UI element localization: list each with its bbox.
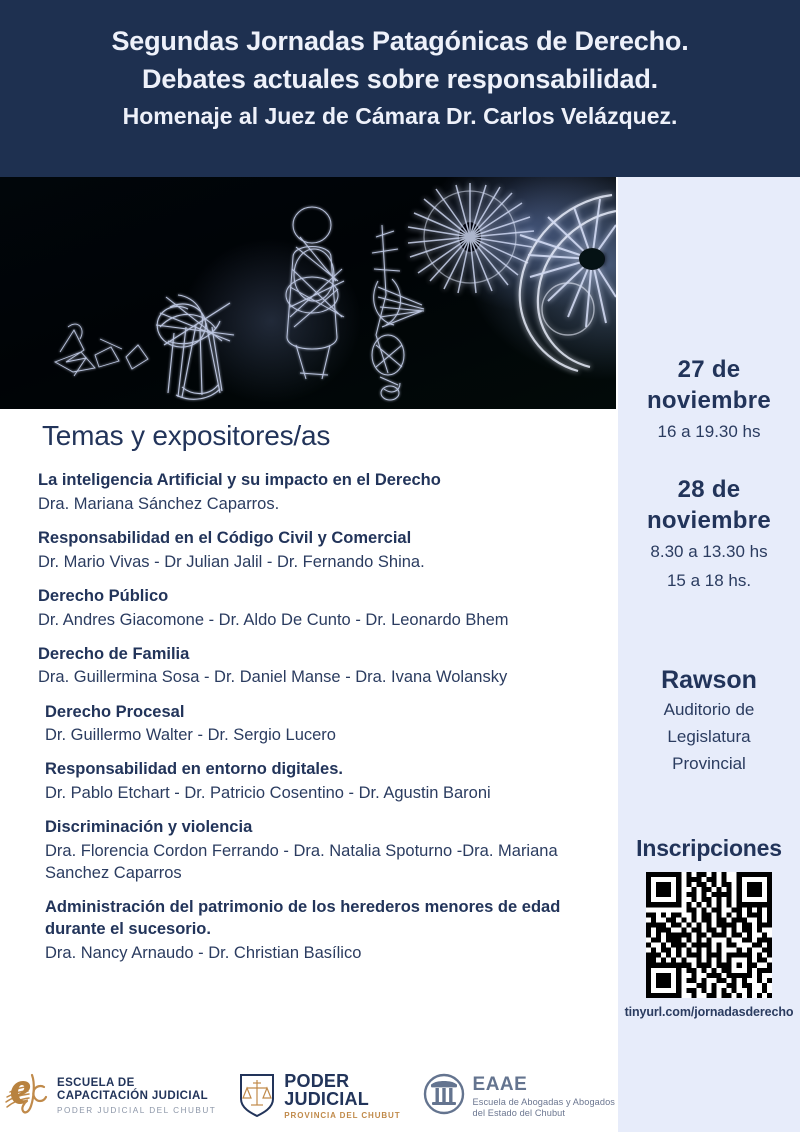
date-2-day: 28 de: [677, 475, 741, 503]
hero-light-sculptures-graphic: [0, 177, 616, 409]
topic-title: Administración del patrimonio de los herederos menores de edad durante el sucesorio.: [45, 898, 561, 938]
pj-logo-text: [284, 1072, 400, 1120]
topic-speakers: Dr. Mario Vivas - Dr Julian Jalil - Dr. Fernando Shina.: [38, 552, 425, 571]
eaae-line-1: EAAE: [472, 1074, 528, 1096]
topic-item: [38, 586, 608, 631]
ecj-logo-text: [57, 1077, 216, 1114]
eaae-line-2: Escuela de Abogadas y Abogados: [472, 1097, 615, 1108]
topic-title: Responsabilidad en entorno digitales.: [45, 760, 343, 779]
place-block: [618, 665, 800, 776]
date-entry-1: [618, 355, 800, 445]
footer-logos: [0, 1060, 618, 1132]
logo-poder-judicial: [238, 1071, 400, 1122]
topic-item: [38, 759, 608, 804]
topic-title: Derecho de Familia: [38, 644, 190, 663]
logo-escuela-capacitacion-judicial: [3, 1073, 216, 1120]
topic-item: [38, 897, 608, 964]
topic-item: [38, 702, 608, 747]
dates-block: [618, 355, 800, 593]
qr-code-icon: [646, 872, 772, 998]
topic-item: [38, 470, 608, 515]
topic-title: La inteligencia Artificial y su impacto en el Derecho: [38, 471, 441, 489]
date-2-time-1: 8.30 a 13.30 hs: [650, 542, 768, 562]
date-entry-2: [618, 475, 800, 593]
date-2-month: noviembre: [646, 506, 772, 534]
topic-item: [38, 528, 608, 573]
pj-line-1: PODER: [284, 1071, 350, 1092]
date-1-day: 27 de: [677, 356, 741, 383]
topic-title: Discriminación y violencia: [45, 818, 253, 837]
topic-speakers: Dr. Andres Giacomone - Dr. Aldo De Cunto - Dr. Leonardo Bhem: [38, 610, 509, 629]
ecj-line-2: CAPACITACIÓN JUDICIAL: [57, 1090, 209, 1103]
place-venue-line-3: Provincial: [672, 753, 746, 773]
topic-speakers: Dra. Florencia Cordon Ferrando - Dra. Natalia Spoturno -Dra. Mariana Sanchez Caparros: [45, 842, 558, 883]
topic-speakers: Dra. Mariana Sánchez Caparros.: [38, 494, 280, 513]
ecj-line-1: ESCUELA DE: [57, 1077, 135, 1090]
date-1-time-1: 16 a 19.30 hs: [657, 422, 761, 442]
main-content: [0, 409, 618, 977]
logo-eaae: [423, 1073, 615, 1120]
header-subtitle-homage: Homenaje al Juez de Cámara Dr. Carlos Velázquez.: [122, 102, 678, 129]
place-venue-line-2: Legislatura: [667, 726, 751, 746]
dates-spacer: [618, 445, 800, 475]
topic-speakers: Dra. Guillermina Sosa - Dr. Daniel Manse - Dra. Ivana Wolansky: [38, 668, 508, 687]
ecj-line-3: PODER JUDICIAL DEL CHUBUT: [57, 1105, 217, 1115]
pj-line-3: PROVINCIA DEL CHUBUT: [284, 1110, 401, 1120]
poster-header: [0, 0, 800, 177]
hero-image: [0, 177, 616, 409]
header-title-line-2: Debates actuales sobre responsabilidad.: [142, 64, 658, 95]
eaae-logo-text: [473, 1074, 615, 1118]
registration-url[interactable]: tinyurl.com/jornadasderecho: [624, 1005, 794, 1019]
topic-speakers: Dr. Guillermo Walter - Dr. Sergio Lucero: [45, 726, 336, 745]
place-venue-line-1: Auditorio de: [663, 700, 755, 720]
eaae-line-3: del Estado del Chubut: [472, 1107, 566, 1118]
topic-item: [38, 644, 608, 689]
topic-speakers: Dr. Pablo Etchart - Dr. Patricio Cosentino - Dr. Agustin Baroni: [45, 784, 491, 803]
date-1-month: noviembre: [646, 386, 772, 414]
header-title-line-1: Segundas Jornadas Patagónicas de Derecho.: [111, 26, 689, 56]
topic-item: [38, 817, 608, 884]
topic-title: Responsabilidad en el Código Civil y Comercial: [38, 528, 412, 547]
registration-block: [610, 835, 800, 1019]
page-title: Temas y expositores/as: [42, 420, 331, 451]
shield-scales-icon: [238, 1071, 276, 1122]
qr-code[interactable]: [646, 872, 772, 998]
pj-line-2: JUDICIAL: [284, 1089, 369, 1110]
topic-title: Derecho Público: [38, 586, 169, 605]
topic-speakers: Dra. Nancy Arnaudo - Dr. Christian Basílico: [45, 943, 362, 962]
column-circle-icon: [423, 1073, 465, 1120]
registration-title: Inscripciones: [636, 835, 782, 861]
ecj-monogram-icon: [3, 1073, 49, 1120]
topic-title: Derecho Procesal: [45, 702, 185, 721]
date-2-time-2: 15 a 18 hs.: [666, 570, 752, 590]
place-city: Rawson: [661, 666, 757, 694]
sidebar: [618, 177, 800, 1132]
